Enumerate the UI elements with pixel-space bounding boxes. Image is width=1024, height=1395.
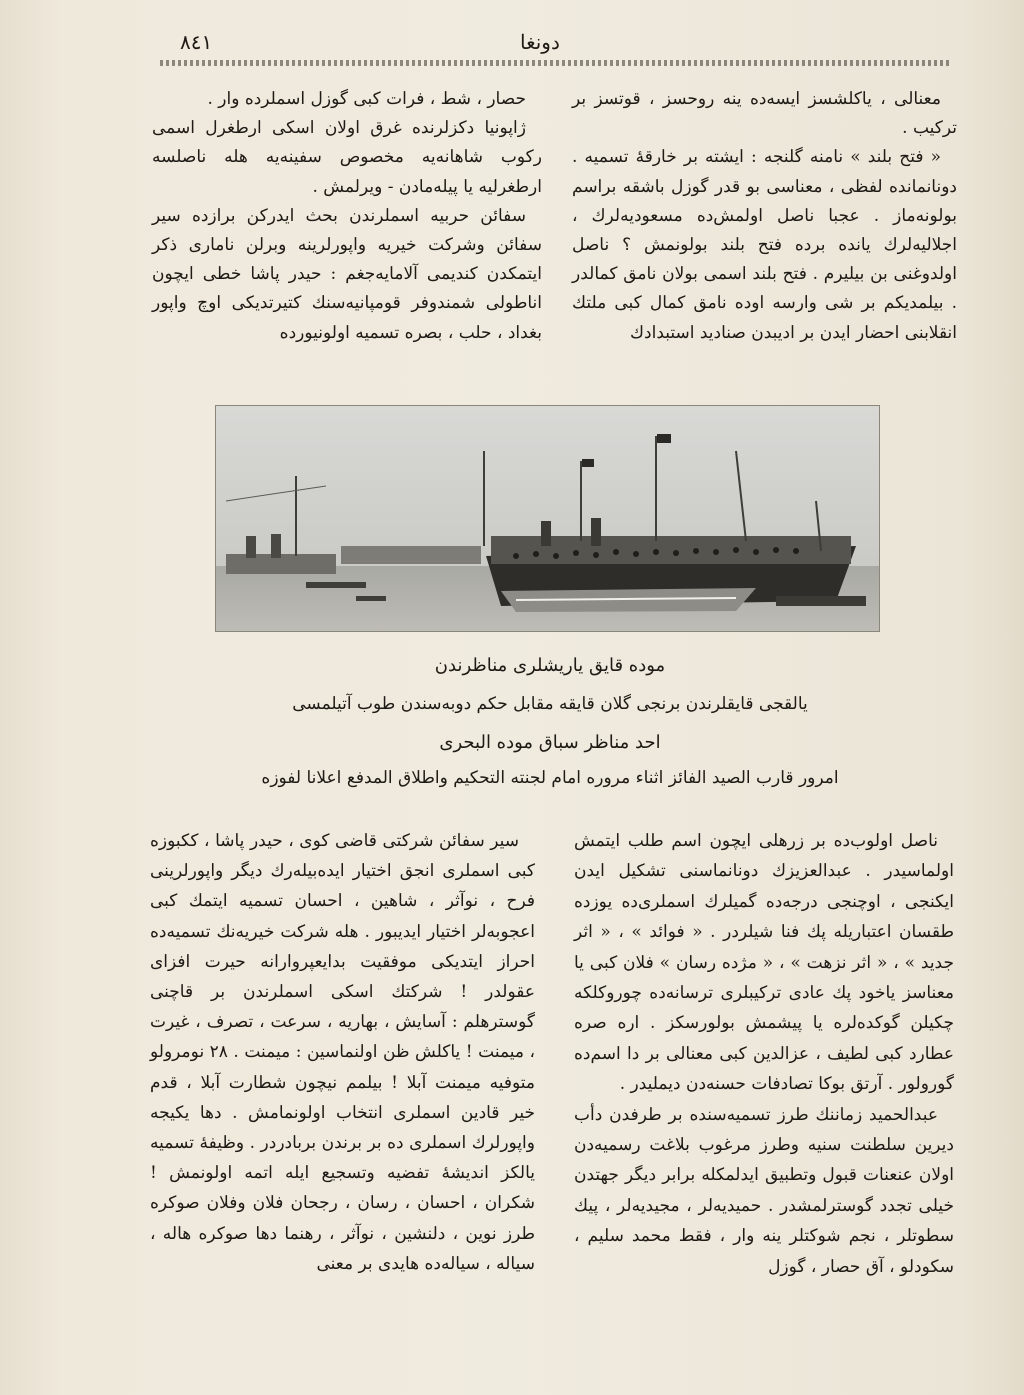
top-left-column [152,85,542,348]
paragraph: ژاپونيا دكزلرنده غرق اولان اسكى ارطغرل اسمى ركوب شاهانه‌يه مخصوص سفينه‌يه هله ناصلسه ارطغرليه يا پيله‌مادن - ويرلمش . [152,118,542,197]
paragraph: سفائن حربيه اسملرندن بحث ايدركن برازده سير سفائن وشركت خيريه واپورلرينه وبرلن نامارى ذكر ايتمكدن كنديمى آلامايه‌جغم : حيدر پاشا خطى ايچون اناطولى شمندوفر قومپانيه‌سنك كتيرتديكى اوچ واپور بغداد ، حلب ، بصره تسميه اولونيورده [152,205,542,343]
photo-caption-arabic-line: امرور قارب الصيد الفائز اثناء مروره امام لجنته التحكيم واطلاق المدفع اعلانا لفوزه [261,768,839,788]
paragraph: « فتح بلند » نامنه گلنجه : ايشته بر خارقهٔ تسميه . دونانمانده لفظى ، معناسى بو قدر گوزل باشقه براسم بولونه‌ماز . عجبا ناصل اولمش‌ده مسعوديه‌لرك ، اجلاليه‌لرك يانده برده فتح بلند بولونمش ؟ ناصل اولدوغنى بن بيليرم . فتح بلند اسمى بولان نامق كمالدر . بيلمديكم بر شى وارسه اوده نامق كمال كبى ملتك انقلابنى احضار ايدن بر اديبدن صناديد استبدادك [572,147,957,343]
header-divider [160,60,950,66]
regatta-photo-illustration [216,406,879,631]
regatta-photo [215,405,880,632]
paragraph: حصار ، شط ، فرات كبى گوزل اسملرده وار . [207,89,526,109]
paragraph: عبدالحميد زماننك طرز تسميه‌سنده بر طرفدن دأب ديرين سلطنت سنيه وطرز مرغوب بلاغت رسميه‌دن اولان عنعنات قبول وتطبيق ايدلمكله برابر ديگر جهتدن خيلى تجدد گوسترلمشدر . حميديه‌لر ، مجيديه‌لر ، پيك سطوتلر ، نجم شوكتلر ينه وار ، فقط محمد سليم ، سكودلو ، آق حصار ، گوزل [574,1104,954,1277]
photo-caption-arabic-title: احد مناظر سباق موده البحرى [439,732,661,753]
page-header [150,22,950,62]
top-right-column [572,85,957,348]
bottom-left-column [150,826,535,1279]
photo-caption-line: يالقجى قايقلرندن برنجى گلان قايقه مقابل حكم دوبه‌سندن طوب آتيلمسى [292,694,808,714]
paragraph: معنالى ، ياكلشسز ايسه‌ده ينه روحسز ، قوتسز بر تركيب . [572,89,957,139]
running-title: دونغا [520,30,560,54]
photo-caption-title: موده قايق ياريشلرى مناظرندن [434,655,666,676]
paragraph: سير سفائن شركتى قاضى كوى ، حيدر پاشا ، ككبوزه كبى اسملرى انجق اختيار ايده‌بيله‌رك ديگر واپورلرينى فرح ، نوآثر ، شاهين ، احسان تسميه ايتمك كبى اعجوبه‌لر اختيار ايديبور . هله شركت خيريه‌نك تسميه‌ده احراز ايتديكى موفقيت بدايعپروارانه حيرت افزاى عقولدر ! شركتك اسكى اسملرندن بر قاچنى گوسترهلم : آسايش ، بهاريه ، سرعت ، تصرف ، غيرت ، ميمنت ! ياكلش ظن اولنماسين : ميمنت . ٢٨ نومرولو متوفيه ميمنت آبلا ! بيلمم نيچون شطارت آبلا ، قدم خير قادين اسملرى انتخاب اولونمامش . دها يكيجه واپورلرك اسملرى ده بر برندن بربادردر . وظيفهٔ تسميه يالكز انديشهٔ تفضيه وتسجيع ايله اتمه اولونمش ! شكران ، احسان ، رسان ، رجحان فلان وفلان صوكره طرز نوين ، دلنشين ، نوآثر ، رهنما دها صوكره هاله ، سياله ، سياله‌ده هايدى بر معنى [150,831,535,1274]
paragraph: ناصل اولوب‌ده بر زرهلى ايچون اسم طلب ايتمش اولماسيدر . عبدالعزيزك دونانماسنى تشكيل ايدن ايكنجى ، اوچنجى درجه‌ده گميلرك اسملرى‌ده يوزده طقسان اعتباريله پك فنا شيلردر . « فوائد » ، « اثر جديد » ، « اثر نزهت » ، « مژده رسان » فلان كبى يا معناسز ياخود پك عادى تركيبلرى ترسانه‌ده چوروكلكه چكيلن گوكده‌لره يا پيشمش بولورسكز . اره صره عطارد كبى لطيف ، عزالدين كبى معنالى بر دا اسم‌ده گورولور . آرتق بوكا تصادفات حسنه‌دن ديمليدر . [574,831,954,1095]
page-number: ٨٤١ [180,30,213,54]
bottom-right-column [574,826,954,1282]
